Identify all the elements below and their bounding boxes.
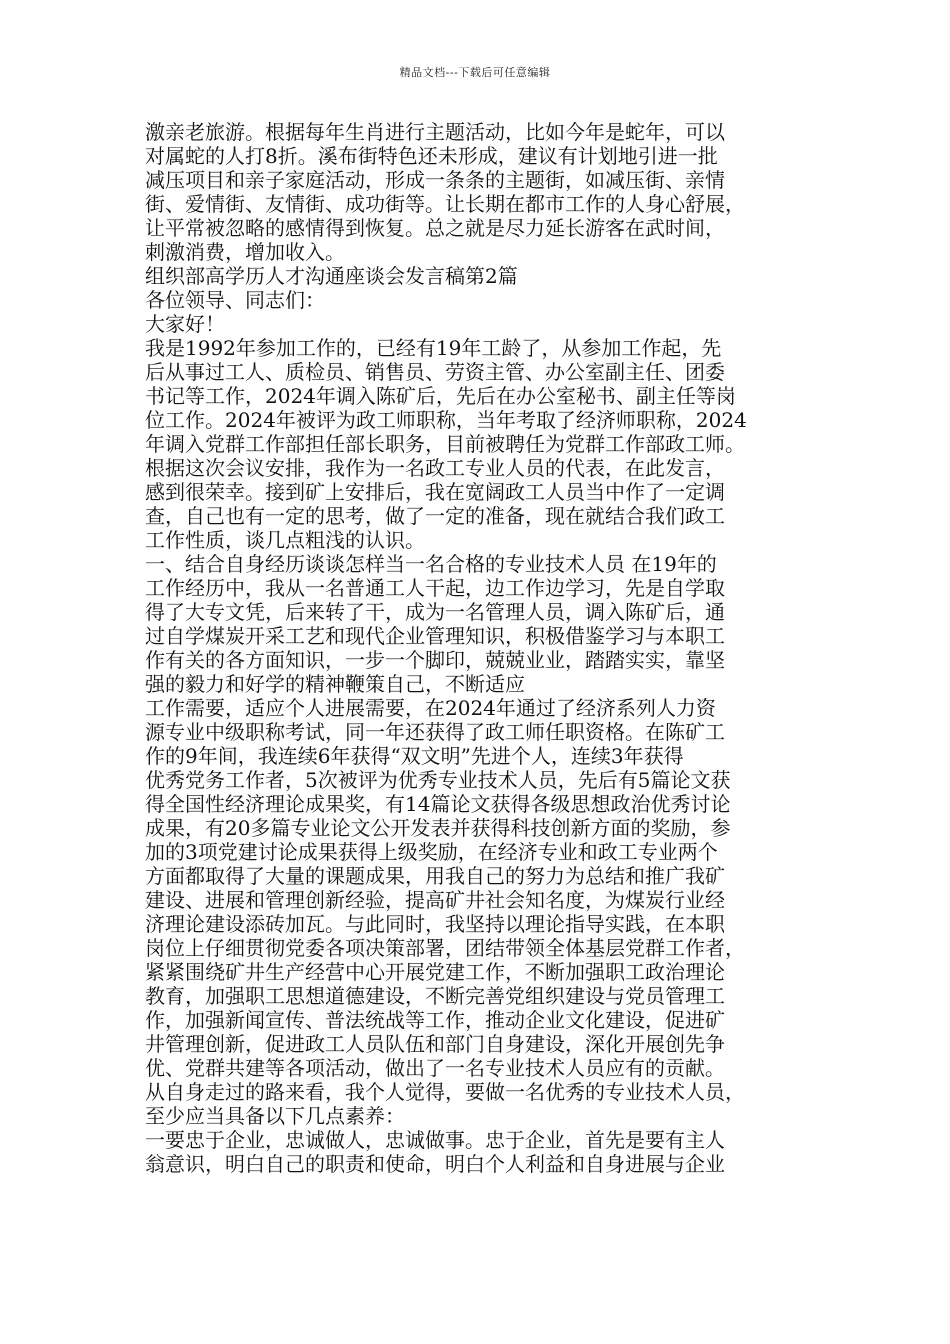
text-line: 各位领导、同志们： <box>145 288 325 312</box>
text-line: 作的9年间，我连续6年获得“双文明”先进个人，连续3年获得 <box>145 744 684 768</box>
text-line: 井管理创新，促进政工人员队伍和部门自身建设，深化开展创先争 <box>145 1032 725 1056</box>
text-line: 济理论建设添砖加瓦。与此同时，我坚持以理论指导实践，在本职 <box>145 912 725 936</box>
text-line: 作，加强新闻宣传、普法统战等工作，推动企业文化建设，促进矿 <box>145 1008 725 1032</box>
text-line: 加的3项党建讨论成果获得上级奖励，在经济专业和政工专业两个 <box>145 840 718 864</box>
text-line: 岗位上仔细贯彻党委各项决策部署，团结带领全体基层党群工作者， <box>145 936 745 960</box>
text-line: 过自学煤炭开采工艺和现代企业管理知识，积极借鉴学习与本职工 <box>145 624 725 648</box>
text-line: 一、结合自身经历谈谈怎样当一名合格的专业技术人员 在19年的 <box>145 552 717 576</box>
text-line: 优、党群共建等各项活动，做出了一名专业技术人员应有的贡献。 <box>145 1056 725 1080</box>
text-line: 书记等工作，2024年调入陈矿后，先后在办公室秘书、副主任等岗 <box>145 384 736 408</box>
text-line: 作有关的各方面知识，一步一个脚印，兢兢业业，踏踏实实，靠坚 <box>145 648 725 672</box>
text-line: 位工作。2024年被评为政工师职称，当年考取了经济师职称，2024 <box>145 408 747 432</box>
text-line: 工作需要，适应个人进展需要，在2024年通过了经济系列人力资 <box>145 696 716 720</box>
text-line: 一要忠于企业，忠诚做人，忠诚做事。忠于企业，首先是要有主人 <box>145 1128 725 1152</box>
text-line: 让平常被忽略的感情得到恢复。总之就是尽力延长游客在武时间， <box>145 216 725 240</box>
text-line: 强的毅力和好学的精神鞭策自己，不断适应 <box>145 672 525 696</box>
text-line: 成果，有20多篇专业论文公开发表并获得科技创新方面的奖励，参 <box>145 816 731 840</box>
text-line: 方面都取得了大量的课题成果，用我自己的努力为总结和推广我矿 <box>145 864 725 888</box>
text-line: 刺激消费，增加收入。 <box>145 240 345 264</box>
text-line: 年调入党群工作部担任部长职务，目前被聘任为党群工作部政工师。 <box>145 432 745 456</box>
text-line: 优秀党务工作者，5次被评为优秀专业技术人员，先后有5篇论文获 <box>145 768 731 792</box>
text-line: 街、爱情街、友情街、成功街等。让长期在都市工作的人身心舒展， <box>145 192 745 216</box>
text-line: 至少应当具备以下几点素养： <box>145 1104 405 1128</box>
text-line: 大家好！ <box>145 312 225 336</box>
text-line: 后从事过工人、质检员、销售员、劳资主管、办公室副主任、团委 <box>145 360 725 384</box>
text-line: 组织部高学历人才沟通座谈会发言稿第2篇 <box>145 264 518 288</box>
text-line: 工作性质，谈几点粗浅的认识。 <box>145 528 425 552</box>
text-line: 得了大专文凭，后来转了干，成为一名管理人员，调入陈矿后，通 <box>145 600 725 624</box>
text-line: 查，自己也有一定的思考，做了一定的准备，现在就结合我们政工 <box>145 504 725 528</box>
text-line: 我是1992年参加工作的，已经有19年工龄了，从参加工作起，先 <box>145 336 722 360</box>
document-body <box>145 120 825 1176</box>
text-line: 感到很荣幸。接到矿上安排后，我在宽阔政工人员当中作了一定调 <box>145 480 725 504</box>
text-line: 工作经历中，我从一名普通工人干起，边工作边学习，先是自学取 <box>145 576 725 600</box>
text-line: 教育，加强职工思想道德建设，不断完善党组织建设与党员管理工 <box>145 984 725 1008</box>
text-line: 从自身走过的路来看，我个人觉得，要做一名优秀的专业技术人员， <box>145 1080 745 1104</box>
text-line: 对属蛇的人打8折。溪布街特色还未形成，建议有计划地引进一批 <box>145 144 718 168</box>
text-line: 翁意识，明白自己的职责和使命，明白个人利益和自身进展与企业 <box>145 1152 725 1176</box>
text-line: 建设、进展和管理创新经验，提高矿井社会知名度，为煤炭行业经 <box>145 888 725 912</box>
text-line: 减压项目和亲子家庭活动，形成一条条的主题街，如减压街、亲情 <box>145 168 725 192</box>
text-line: 源专业中级职称考试，同一年还获得了政工师任职资格。在陈矿工 <box>145 720 725 744</box>
text-line: 紧紧围绕矿井生产经营中心开展党建工作，不断加强职工政治理论 <box>145 960 725 984</box>
text-line: 根据这次会议安排，我作为一名政工专业人员的代表，在此发言， <box>145 456 725 480</box>
text-line: 激亲老旅游。根据每年生肖进行主题活动，比如今年是蛇年，可以 <box>145 120 725 144</box>
page-header: 精品文档---下载后可任意编辑 <box>399 66 551 79</box>
text-line: 得全国性经济理论成果奖，有14篇论文获得各级思想政治优秀讨论 <box>145 792 731 816</box>
